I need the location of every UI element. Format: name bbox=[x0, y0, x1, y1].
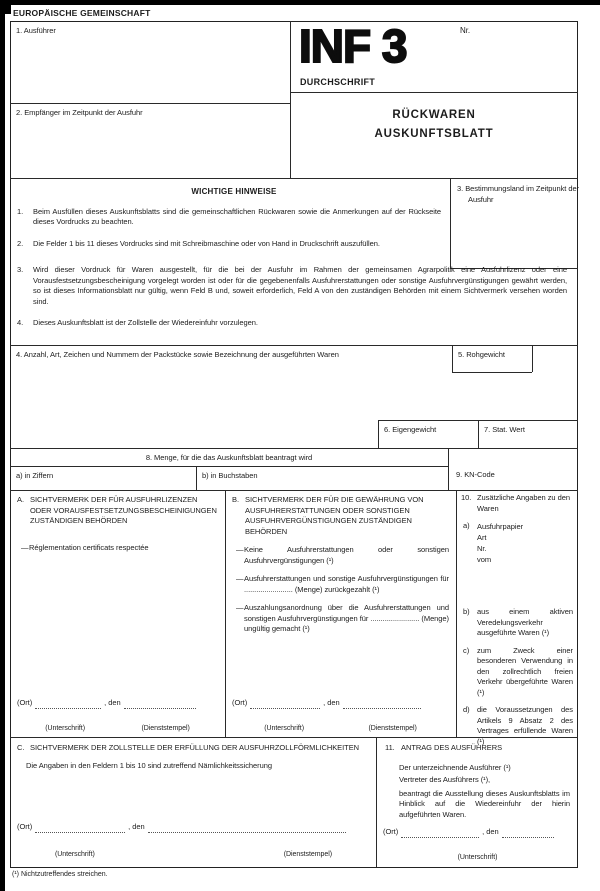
field-10-marker: 10. bbox=[461, 493, 472, 502]
section-b-item-text: Ausfuhrerstattungen und sonstige Ausfuhrvergünstigungen für ........................ (Menge) zurückgezahlt (¹) bbox=[244, 574, 449, 594]
section-a-heading-text: SICHTVERMERK DER FÜR AUSFUHRLIZENZEN ODER VORAUSFESTSETZUNGSBESCHEINIGUNGEN ZUSTÄNDIGEN BEHÖRDEN bbox=[30, 495, 217, 525]
field-11-line2: Vertreter des Ausführers (¹), bbox=[399, 775, 491, 784]
ort-label: (Ort) bbox=[17, 822, 33, 831]
dotted-line bbox=[148, 825, 346, 833]
field-11-line1: Der unterzeichnende Ausführer (¹) bbox=[399, 762, 511, 772]
field-11-marker: 11. bbox=[385, 743, 395, 752]
section-a-marker: A. bbox=[17, 495, 24, 504]
field-11-place-date-line bbox=[383, 827, 572, 838]
field-11-heading bbox=[385, 743, 570, 754]
section-c-heading-text: SICHTVERMERK DER ZOLLSTELLE DER ERFÜLLUNG DER AUSFUHRZOLLFÖRMLICHKEITEN bbox=[30, 743, 360, 752]
section-c-marker: C. bbox=[17, 743, 25, 752]
section-c-heading bbox=[17, 743, 370, 754]
signature-label: (Unterschrift) bbox=[45, 725, 85, 732]
notice-item bbox=[17, 265, 567, 307]
section-b-heading-text: SICHTVERMERK DER FÜR DIE GEWÄHRUNG VON AUSFUHRERSTATTUNGEN ODER SONSTIGEN AUSFUHRVERGÜNSTIGUNGEN ZUSTÄNDIGEN BEHÖRDEN bbox=[245, 495, 424, 536]
notice-text: Dieses Auskunftsblatt ist der Zollstelle der Wiedereinfuhr vorzulegen. bbox=[33, 318, 258, 327]
section-c-statement: Die Angaben in den Feldern 1 bis 10 sind zutreffend Nämlichkeitssicherung bbox=[26, 760, 272, 770]
divider-line bbox=[378, 420, 379, 448]
stamp-label: (Dienststempel) bbox=[141, 725, 190, 732]
dash-marker: — bbox=[236, 545, 244, 554]
important-notices bbox=[11, 182, 571, 340]
field-3-destination-country: 3. Bestimmungsland im Zeitpunkt der Ausfuhr bbox=[457, 184, 580, 204]
section-b-item bbox=[232, 603, 449, 635]
field-8b-words: b) in Buchstaben bbox=[202, 471, 258, 480]
ort-label: (Ort) bbox=[17, 698, 33, 707]
field-5-gross-weight: 5. Rohgewicht bbox=[458, 350, 505, 359]
divider-line bbox=[10, 448, 578, 449]
section-a-item-text: Réglementation certificats respectée bbox=[29, 542, 149, 552]
field-1-exporter: 1. Ausführer bbox=[16, 26, 56, 35]
list-marker: b) bbox=[463, 607, 470, 616]
section-b-item bbox=[232, 574, 449, 595]
dash-marker: — bbox=[21, 542, 29, 552]
divider-line bbox=[10, 345, 578, 346]
export-document-date: vom bbox=[477, 555, 492, 564]
notices-heading: WICHTIGE HINWEISE bbox=[191, 187, 277, 196]
section-b-refund-endorsement bbox=[226, 491, 455, 737]
export-document-type: Art bbox=[477, 533, 487, 542]
field-11-heading-text: ANTRAG DES AUSFÜHRERS bbox=[401, 743, 503, 752]
nr-label: Nr. bbox=[460, 26, 471, 35]
notice-text: Die Felder 1 bis 11 dieses Vordrucks sind mit Schreibmaschine oder von Hand in Druckschrift auszufüllen. bbox=[33, 238, 380, 248]
notice-item bbox=[17, 207, 567, 228]
section-b-item bbox=[232, 545, 449, 566]
notice-text: Wird dieser Vordruck für Waren ausgestellt, für die bei der Ausfuhr im Rahmen der gemeinsamen Agrarpolitik eine Ausfuhrlizenz oder eine Vorausfestsetzungsbescheinigung vorgelegt worden ist oder für die gegebenenfalls Ausfuhrerstattungen oder sonstige Ausfuhrvergünstigungen gewährt werden, so ist dieses Informationsblatt nur gültig, wenn Feld B und, soweit erforderlich, Feld A von den zuständigen Behörden mit einem Sichtvermerk versehen worden sind. bbox=[33, 265, 567, 306]
section-a-item bbox=[17, 543, 218, 554]
section-c-place-date-line bbox=[17, 822, 370, 833]
section-a-licence-endorsement bbox=[11, 491, 224, 737]
notice-text: Beim Ausfüllen dieses Auskunftsblatts sind die gemeinschaftlichen Rückwaren sowie die Anmerkungen auf der Rückseite dieses Vordrucks zu beachten. bbox=[33, 206, 441, 226]
field-10-item-c bbox=[461, 646, 573, 699]
notice-number: 3. bbox=[17, 265, 24, 274]
list-marker: d) bbox=[463, 705, 470, 714]
divider-line bbox=[10, 466, 448, 467]
field-10-item-b bbox=[461, 607, 573, 639]
list-marker: c) bbox=[463, 645, 470, 655]
dotted-line bbox=[35, 825, 125, 833]
den-label: , den bbox=[128, 822, 145, 831]
dotted-line bbox=[124, 701, 196, 709]
scan-edge-top bbox=[0, 0, 600, 5]
section-b-marker: B. bbox=[232, 495, 239, 504]
form-title-line2: AUSKUNFTSBLATT bbox=[374, 128, 494, 140]
dash-marker: — bbox=[236, 603, 244, 612]
field-10-additional-info bbox=[457, 491, 577, 746]
notice-number: 2. bbox=[17, 238, 24, 248]
den-label: , den bbox=[323, 698, 340, 707]
field-9-cn-code: 9. KN-Code bbox=[456, 470, 495, 479]
field-2-consignee: 2. Empfänger im Zeitpunkt der Ausfuhr bbox=[16, 108, 143, 117]
section-c-customs-endorsement bbox=[11, 738, 376, 867]
field-10-item-a bbox=[461, 521, 573, 565]
dotted-line bbox=[250, 701, 320, 709]
list-marker: a) bbox=[463, 521, 470, 530]
signature-label: (Unterschrift) bbox=[264, 725, 304, 732]
export-document-label: Ausfuhrpapier bbox=[477, 522, 524, 531]
notice-item bbox=[17, 318, 567, 329]
field-10-item-text: zum Zweck einer besonderen Verwendung in den zollrechtlich freien Verkehr übergeführte Waren (¹) bbox=[477, 645, 573, 697]
section-b-item-text: Auszahlungsanordnung über die Ausfuhrerstattungen und sonstigen Ausfuhrvergünstigungen für ........................ (Menge) ungültig gemacht (¹) bbox=[244, 603, 449, 633]
divider-line bbox=[10, 178, 578, 179]
field-11-signature-row bbox=[383, 853, 572, 864]
field-10-item-text: aus einem aktiven Veredelungsverkehr ausgeführte Waren (¹) bbox=[477, 607, 573, 637]
field-10-heading-text: Zusätzliche Angaben zu den Waren bbox=[477, 493, 570, 513]
community-label: EUROPÄISCHE GEMEINSCHAFT bbox=[13, 8, 151, 18]
form-title bbox=[290, 92, 578, 178]
section-a-signature-row bbox=[17, 724, 218, 735]
dotted-line bbox=[35, 701, 101, 709]
section-b-signature-row bbox=[232, 724, 449, 735]
ort-label: (Ort) bbox=[232, 698, 248, 707]
dash-marker: — bbox=[236, 574, 244, 583]
divider-line bbox=[452, 372, 532, 373]
field-10-heading bbox=[461, 493, 573, 514]
stamp-label: (Dienststempel) bbox=[368, 725, 417, 732]
field-7-stat-value: 7. Stat. Wert bbox=[484, 425, 525, 434]
export-document-number: Nr. bbox=[477, 544, 487, 553]
field-8a-figures: a) in Ziffern bbox=[16, 471, 54, 480]
copy-label: DURCHSCHRIFT bbox=[300, 77, 376, 87]
divider-line bbox=[448, 448, 449, 490]
section-b-place-date-line bbox=[232, 698, 449, 709]
section-b-heading bbox=[232, 495, 449, 537]
den-label: , den bbox=[482, 827, 499, 836]
dotted-line bbox=[401, 830, 479, 838]
field-8-quantity: 8. Menge, für die das Auskunftsblatt beantragt wird bbox=[145, 453, 313, 462]
signature-label: (Unterschrift) bbox=[55, 851, 95, 858]
dotted-line bbox=[343, 701, 421, 709]
section-a-heading bbox=[17, 495, 218, 527]
form-title-line1: RÜCKWAREN bbox=[392, 109, 476, 121]
divider-line bbox=[196, 466, 197, 490]
notice-number: 4. bbox=[17, 318, 24, 327]
footnote: (¹) Nichtzutreffendes streichen. bbox=[12, 871, 108, 878]
divider-line bbox=[10, 103, 290, 104]
stamp-label: (Dienststempel) bbox=[283, 851, 332, 858]
field-11-exporter-request bbox=[377, 738, 578, 867]
form-code: INF 3 bbox=[299, 20, 407, 72]
signature-label: (Unterschrift) bbox=[457, 854, 498, 861]
field-6-net-weight: 6. Eigengewicht bbox=[384, 425, 437, 434]
notice-number: 1. bbox=[17, 206, 24, 216]
field-4-packages-description: 4. Anzahl, Art, Zeichen und Nummern der Packstücke sowie Bezeichnung der ausgeführten Waren bbox=[16, 350, 339, 359]
dotted-line bbox=[502, 830, 554, 838]
scan-corner-mark bbox=[0, 0, 11, 14]
field-11-line3: beantragt die Ausstellung dieses Auskunftsblatts im Hinblick auf die Wiedereinfuhr der hierin aufgeführten Waren. bbox=[399, 788, 570, 819]
scan-edge-left bbox=[0, 0, 5, 891]
section-a-place-date-line bbox=[17, 698, 218, 709]
notice-item bbox=[17, 239, 567, 250]
field-10-item-text: die Voraussetzungen des Artikels 9 Absatz 2 des Vertrages erfüllende Waren (¹) bbox=[477, 705, 573, 746]
section-c-signature-row bbox=[17, 850, 370, 861]
den-label: , den bbox=[104, 698, 121, 707]
ort-label: (Ort) bbox=[383, 827, 399, 836]
section-b-item-text: Keine Ausfuhrerstattungen oder sonstigen Ausfuhrvergünstigungen (¹) bbox=[244, 545, 449, 565]
